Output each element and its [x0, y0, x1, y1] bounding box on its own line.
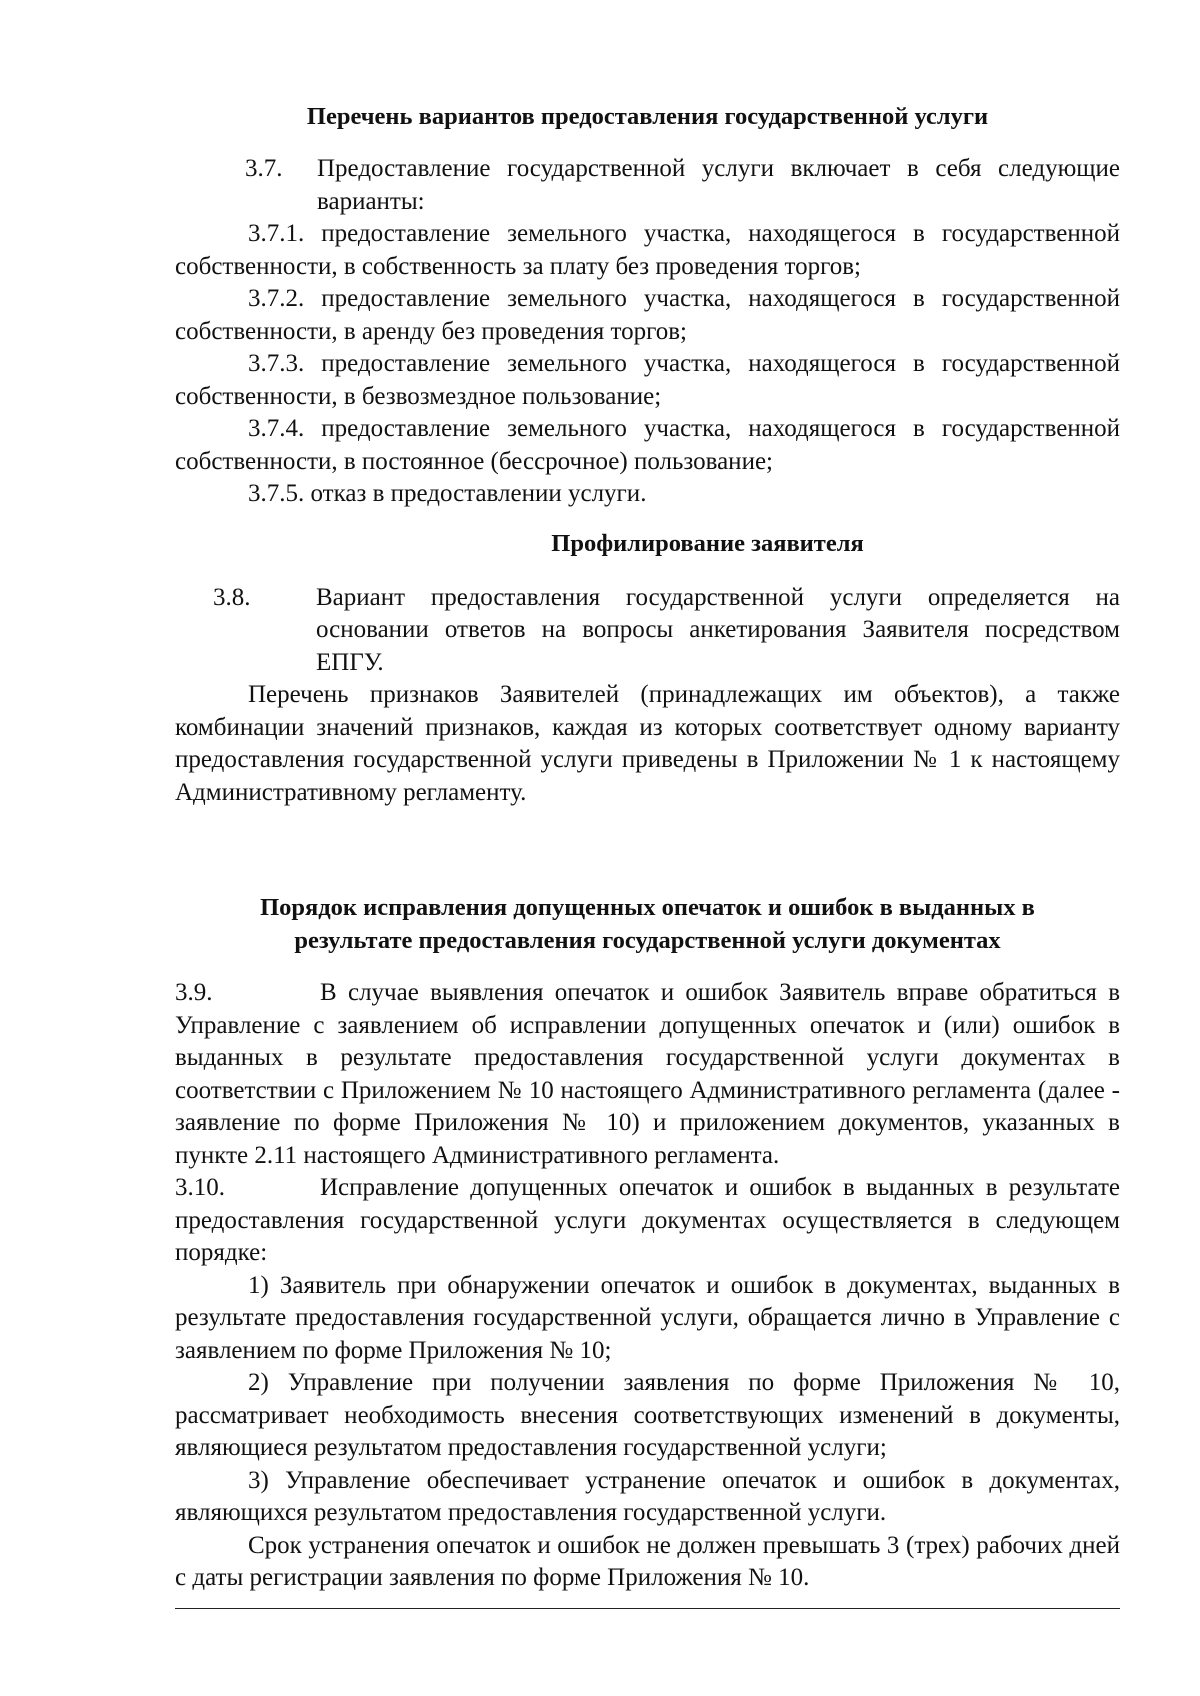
list-item-3-7-5: 3.7.5. отказ в предоставлении услуги. — [248, 480, 647, 507]
section-heading-corrections — [175, 891, 1120, 957]
paragraph-3-8-continued: Перечень признаков Заявителей (принадлежащих им объектов), а также комбинации значений признаков, каждая из которых соответствует одному варианту предоставления государственной услуги приведены в Приложении № 1 к настоящему Административному регламенту. — [175, 681, 1120, 806]
paragraph-3-8 — [213, 582, 1120, 680]
paragraph-text-content: Вариант предоставления государственной услуги определяется на основании ответов на вопросы анкетирования Заявителя посредством ЕПГУ. — [316, 583, 1120, 676]
paragraph-text: Исправление допущенных опечаток и ошибок в выданных в результате предоставления государственной услуги документах осуществляется в следующем порядке: — [175, 1174, 1120, 1266]
section-heading-profiling: Профилирование заявителя — [551, 529, 864, 557]
step-item-3: 3) Управление обеспечивает устранение опечаток и ошибок в документах, являющихся результатом предоставления государственной услуги. — [175, 1466, 1120, 1526]
heading-line: Порядок исправления допущенных опечаток и ошибок в выданных в — [260, 894, 1035, 921]
paragraph-number: 3.10. — [175, 1174, 225, 1201]
paragraph-number: 3.9. — [175, 979, 213, 1006]
paragraph-number: 3.8. — [213, 583, 251, 611]
footer-rule — [175, 1608, 1120, 1609]
paragraph-3-10 — [175, 1172, 1120, 1270]
heading-line: результате предоставления государственной услуги документах — [294, 927, 1001, 954]
paragraph-number: 3.7. — [245, 155, 283, 182]
paragraph-text — [316, 582, 1120, 680]
paragraph-text: В случае выявления опечаток и ошибок Заявитель вправе обратиться в Управление с заявлением об исправлении допущенных опечаток и (или) ошибок в выданных в результате предоставления государственной услуги документах в соответствии с Приложением № 10 настоящего Административного регламента (далее - заявление по форме Приложения № 10) и приложением документов, указанных в пункте 2.11 настоящего Административного регламента. — [175, 979, 1120, 1169]
list-item-3-7-3: 3.7.3. предоставление земельного участка, находящегося в государственной собственности, в безвозмездное пользование; — [175, 350, 1120, 410]
list-item-3-7-2: 3.7.2. предоставление земельного участка, находящегося в государственной собственности, в аренду без проведения торгов; — [175, 285, 1120, 345]
step-item-2: 2) Управление при получении заявления по форме Приложения № 10, рассматривает необходимость внесения соответствующих изменений в документы, являющиеся результатом предоставления государственной услуги; — [175, 1369, 1120, 1461]
list-item-3-7-1: 3.7.1. предоставление земельного участка, находящегося в государственной собственности, в собственность за плату без проведения торгов; — [175, 220, 1120, 280]
paragraph-3-9 — [175, 977, 1120, 1172]
page-content — [175, 100, 1120, 1595]
section-heading-variants: Перечень вариантов предоставления государственной услуги — [306, 103, 989, 130]
list-item-3-7-4: 3.7.4. предоставление земельного участка, находящегося в государственной собственности, в постоянное (бессрочное) пользование; — [175, 415, 1120, 475]
paragraph-text: Предоставление государственной услуги включает в себя следующие варианты: — [317, 155, 1120, 215]
paragraph-3-7 — [245, 153, 1120, 218]
step-item-1: 1) Заявитель при обнаружении опечаток и ошибок в документах, выданных в результате предоставления государственной услуги, обращается лично в Управление с заявлением по форме Приложения № 10; — [175, 1271, 1120, 1364]
deadline-paragraph: Срок устранения опечаток и ошибок не должен превышать 3 (трех) рабочих дней с даты регистрации заявления по форме Приложения № 10. — [175, 1531, 1120, 1591]
